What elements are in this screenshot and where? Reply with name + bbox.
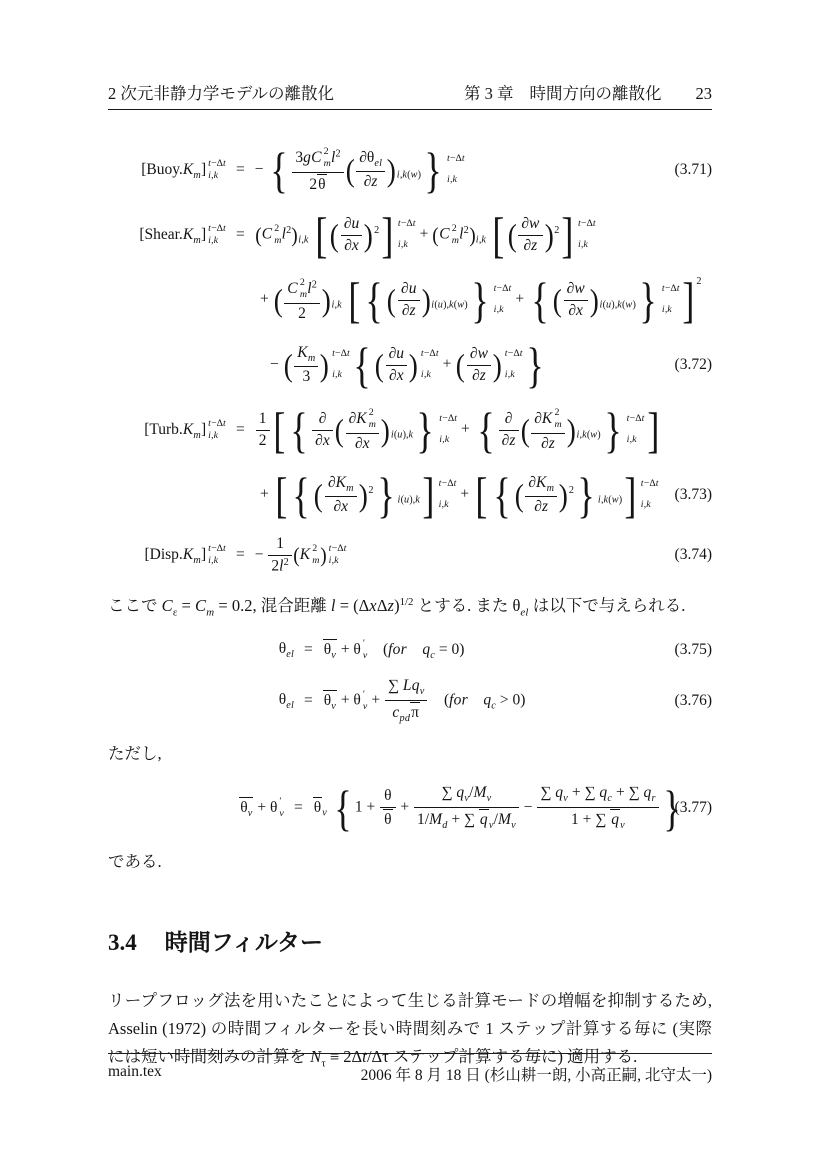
equation-block-theta-v bbox=[108, 780, 712, 837]
equation-block-km bbox=[108, 142, 712, 576]
footer-filename: main.tex bbox=[108, 1063, 162, 1080]
equation-number: (3.72) bbox=[674, 355, 712, 373]
equation-rhs: − $\frac{1}{2l^2}$ (K 2 m ) t−Δt i,k bbox=[254, 535, 347, 575]
page-header bbox=[108, 80, 712, 110]
equation-relation: = bbox=[304, 692, 313, 710]
header-left-title: 2 次元非静力学モデルの離散化 bbox=[108, 84, 335, 103]
equation-rhs: $\theta_v + \theta$ ′ v + ∑ $Lq_v$ $c_{pd}\pi$ (for $q_c > 0$) bbox=[323, 677, 526, 724]
equation-number: (3.77) bbox=[674, 799, 712, 817]
equation-rhs: + ( C 2 m $l^2$ 2 )$_{i,k}$ [ { ( $\frac{\partial u}{\partial z}$ )$_{i(u),k(w)}$} t−Δt i,k + { ( $\frac{\partial w}{\partial x}$ )$_{i(u),k(w)}$} t−Δt i,k ] $^2$ bbox=[260, 272, 702, 328]
paragraph-time-filter: リープフロッグ法を用いたことによって生じる計算モードの増幅を抑制するため, Asselin (1972) の時間フィルターを長い時間刻みで 1 ステップ計算する毎に (実際には短い時間刻みの計算を $N_\tau \equiv 2\Delta t/\Delta\tau$ ステップ計算する毎に) 適用する. bbox=[108, 991, 712, 1070]
equation-row-disp bbox=[108, 535, 712, 576]
paragraph-tadashi: ただし, bbox=[108, 744, 162, 764]
equation-row-turb-1 bbox=[108, 402, 712, 458]
equation-row-shear-1 bbox=[108, 207, 712, 263]
equation-relation: = bbox=[304, 640, 313, 658]
equation-number: (3.75) bbox=[674, 640, 712, 658]
equation-lhs: $[Turb.K_m]$ t−Δt i,k bbox=[144, 417, 226, 441]
equation-number: (3.76) bbox=[674, 692, 712, 710]
footer-date-authors: 2006 年 8 月 18 日 (杉山耕一朗, 小高正嗣, 北守太一) bbox=[360, 1067, 712, 1084]
equation-rhs: $\frac{1}{2}$ [ { ∂ ∂x ( ∂K 2 m ∂x )$_{i(u),k}$} t−Δt i,k + { ∂ ∂z ( ∂K 2 m ∂z )$_{i,k(w)}$} t−Δt i,k ] bbox=[255, 405, 661, 455]
equation-block-theta-el bbox=[108, 638, 712, 726]
paragraph-dearu: である. bbox=[108, 852, 162, 872]
equation-rhs: $\theta_v$ { 1 + $\frac{\theta}{\theta}$ + $\frac{\sum q_v/M_v}{1/M_d + \sum q_v/M_v}$ − $\frac{\sum q_v + \sum q_c + \sum q_r}{1 + \sum q_v}$ } bbox=[313, 780, 681, 837]
page-footer bbox=[108, 1053, 712, 1085]
equation-relation: = bbox=[294, 799, 303, 817]
equation-row-shear-2 bbox=[108, 272, 712, 328]
section-heading bbox=[108, 924, 712, 957]
equation-row-theta-el-moist bbox=[108, 677, 712, 725]
equation-relation: = bbox=[236, 160, 245, 178]
equation-row-shear-3 bbox=[108, 337, 712, 393]
equation-row-buoy bbox=[108, 142, 712, 198]
equation-rhs: (C 2 m $l^2)_{i,k}$ [( $\frac{\partial u}{\partial x}$ )$^2$] t−Δt i,k + (C 2 m $l^2)_{i,k}$ [( $\frac{\partial w}{\partial z}$ )$^2$] t−Δt i,k bbox=[255, 207, 596, 263]
equation-rhs: − { 3gC 2 m $l^2$ 2θ ( $\partial\theta_{el}$ ∂z )$_{i,k(w)}$} t−Δt i,k bbox=[254, 142, 465, 198]
equation-rhs: − ( $\frac{K_m}{3}$ ) t−Δt i,k { ( $\frac{\partial u}{\partial x}$ ) t−Δt i,k + ( $\frac{\partial w}{\partial z}$ ) t−Δt i,k } bbox=[270, 337, 544, 393]
equation-relation: = bbox=[236, 420, 245, 438]
equation-lhs: $\theta_{el}$ bbox=[278, 639, 294, 660]
equation-lhs: $[Disp.K_m]$ t−Δt i,k bbox=[144, 543, 226, 567]
equation-rhs: $\theta_v + \theta$ ′ v (for $q_c = 0$) bbox=[323, 637, 465, 662]
equation-row-theta-el-dry bbox=[108, 638, 712, 663]
page-number: 23 bbox=[695, 84, 712, 103]
equation-row-theta-v bbox=[108, 780, 712, 837]
equation-relation: = bbox=[236, 225, 245, 243]
equation-lhs: $\theta_{el}$ bbox=[278, 691, 294, 712]
equation-number: (3.71) bbox=[674, 160, 712, 178]
section-number: 3.4 bbox=[108, 930, 137, 956]
header-right bbox=[464, 80, 712, 104]
equation-relation: = bbox=[236, 546, 245, 564]
equation-row-turb-2 bbox=[108, 467, 712, 523]
equation-lhs: $\theta_v + \theta$ ′ v bbox=[240, 795, 284, 820]
equation-number: (3.74) bbox=[674, 546, 712, 564]
equation-lhs: $[Shear.K_m]$ t−Δt i,k bbox=[139, 222, 226, 246]
equation-rhs: + [ { ( $\frac{\partial K_m}{\partial x}$ )$^2$} $_{i(u),k}$] t−Δt i,k + [ { ( $\frac{\partial K_m}{\partial z}$ )$^2$} $_{i,k(w)}$] t−Δt i,k bbox=[260, 467, 659, 523]
section-title: 時間フィルター bbox=[164, 930, 323, 956]
header-chapter-title: 時間方向の離散化 bbox=[529, 84, 662, 103]
paragraph-mixing-length: ここで $C_\varepsilon = C_m = 0.2$, 混合距離 $l = (\Delta x\Delta z)^{1/2}$ とする. また $\theta_{el}$ は以下で与えられる. bbox=[108, 595, 686, 619]
equation-number: (3.73) bbox=[674, 485, 712, 503]
page-body bbox=[108, 130, 712, 1089]
header-chapter-number: 第 3 章 bbox=[464, 84, 514, 103]
equation-lhs: $[Buoy.K_m]$ t−Δt i,k bbox=[141, 157, 226, 181]
